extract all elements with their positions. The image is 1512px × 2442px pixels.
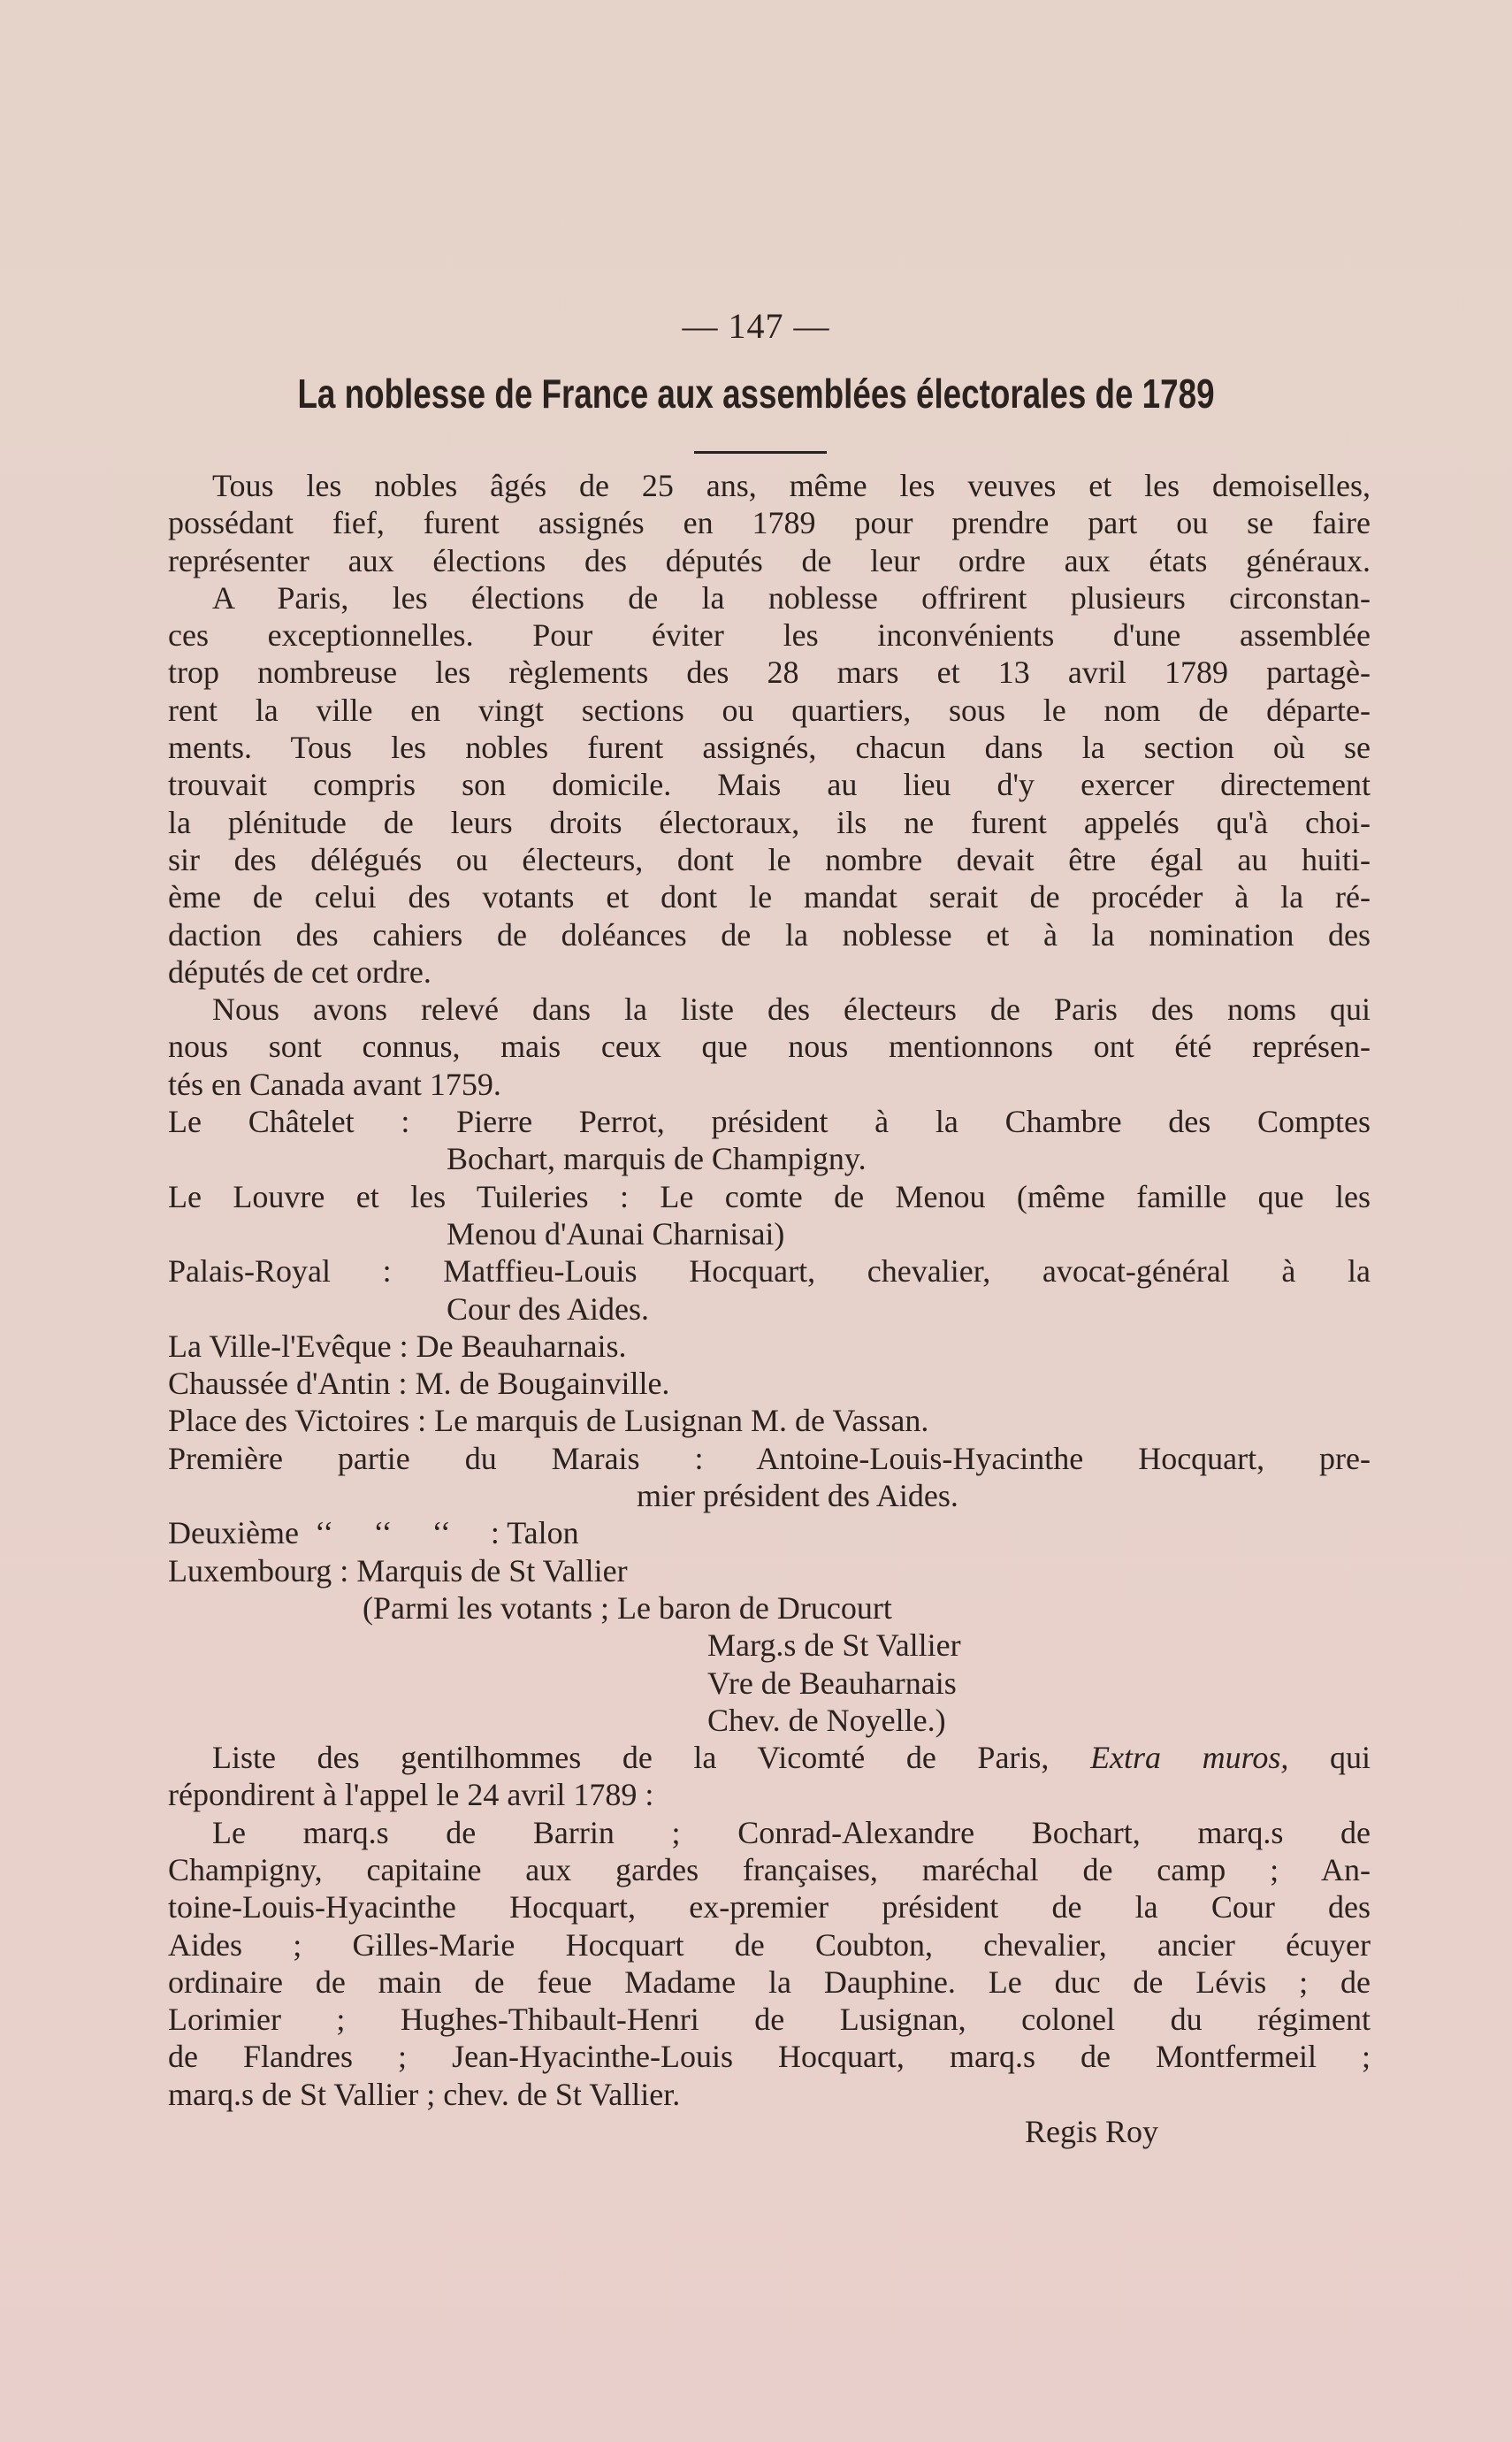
paragraph-4 <box>168 1739 1371 1814</box>
votants-line: Marg.s de St Vallier <box>707 1627 961 1664</box>
votants-line: Vre de Beauharnais <box>707 1665 957 1701</box>
entry-marais: Première partie du Marais : Antoine-Louis-Hyacinthe Hocquart, pre- <box>168 1440 1371 1476</box>
entry-ville-leveque: La Ville-l'Evêque : De Beauharnais. <box>168 1328 627 1364</box>
text-line: ème de celui des votants et dont le mandat serait de procéder à la ré- <box>168 879 1371 915</box>
author-signature: Regis Roy <box>1024 2114 1158 2150</box>
entry-deuxieme: Deuxième ‘‘ ‘‘ ‘‘ : Talon <box>168 1515 579 1551</box>
text-line: tés en Canada avant 1759. <box>168 1066 501 1102</box>
entry-chaussee-dantin: Chaussée d'Antin : M. de Bougainville. <box>168 1366 670 1402</box>
paragraph-2 <box>168 579 1371 991</box>
text-line: ordinaire de main de feue Madame la Dauphine. Le duc de Lévis ; de <box>168 1964 1371 2000</box>
text-line: Champigny, capitaine aux gardes françaises, maréchal de camp ; An- <box>168 1851 1371 1887</box>
entry-louvre-cont: Menou d'Aunai Charnisai) <box>447 1215 785 1252</box>
entry-chatelet-cont: Bochart, marquis de Champigny. <box>447 1141 867 1177</box>
text-line: Nous avons relevé dans la liste des électeurs de Paris des noms qui <box>212 991 1371 1028</box>
text-line: rent la ville en vingt sections ou quartiers, sous le nom de départe- <box>168 692 1371 728</box>
text-line: députés de cet ordre. <box>168 953 431 990</box>
page-number: — 147 — <box>682 306 830 346</box>
italic-segment: Extra muros, <box>1090 1740 1289 1776</box>
entry-palais-royal-cont: Cour des Aides. <box>447 1290 649 1327</box>
text-line: répondirent à l'appel le 24 avril 1789 : <box>168 1777 654 1813</box>
text-line: trouvait compris son domicile. Mais au lieu d'y exercer directement <box>168 767 1371 803</box>
text-line: Lorimier ; Hughes-Thibault-Henri de Lusignan, colonel du régiment <box>168 2002 1371 2038</box>
entry-louvre: Le Louvre et les Tuileries : Le comte de Menou (même famille que les <box>168 1178 1371 1214</box>
text-line: Tous les nobles âgés de 25 ans, même les veuves et les demoiselles, <box>212 468 1371 503</box>
text-line: trop nombreuse les règlements des 28 mars et 13 avril 1789 partagè- <box>168 655 1371 691</box>
entry-palais-royal: Palais-Royal : Matffieu-Louis Hocquart, chevalier, avocat-général à la <box>168 1253 1371 1290</box>
paragraph-3 <box>168 991 1371 1103</box>
text-segment: Liste des gentilhommes de la Vicomté de Paris, <box>212 1740 1050 1776</box>
title-rule <box>694 451 827 454</box>
text-line: A Paris, les élections de la noblesse offrirent plusieurs circonstan- <box>212 579 1371 616</box>
text-line <box>168 1739 1371 1776</box>
text-line: Le marq.s de Barrin ; Conrad-Alexandre Bochart, marq.s de <box>212 1814 1371 1850</box>
paragraph-1 <box>168 467 1371 579</box>
paragraph-5 <box>168 1814 1371 2113</box>
text-line: nous sont connus, mais ceux que nous mentionnons ont été représen- <box>168 1029 1371 1065</box>
entry-marais-cont: mier président des Aides. <box>637 1478 958 1514</box>
text-line: de Flandres ; Jean-Hyacinthe-Louis Hocquart, marq.s de Montfermeil ; <box>168 2039 1371 2075</box>
votants-line: (Parmi les votants ; Le baron de Drucourt <box>363 1589 892 1626</box>
text-line: représenter aux élections des députés de leur ordre aux états généraux. <box>168 542 1371 578</box>
text-line: sir des délégués ou électeurs, dont le nombre devait être égal au huiti- <box>168 841 1371 877</box>
entry-luxembourg: Luxembourg : Marquis de St Vallier <box>168 1552 628 1588</box>
article-title: La noblesse de France aux assemblées électorales de 1789 <box>297 371 1215 417</box>
text-line: ments. Tous les nobles furent assignés, chacun dans la section où se <box>168 730 1371 766</box>
elector-list <box>168 1103 1371 1739</box>
entry-chatelet: Le Châtelet : Pierre Perrot, président à la Chambre des Comptes <box>168 1104 1371 1140</box>
votants-line: Chev. de Noyelle.) <box>707 1702 946 1738</box>
text-line: la plénitude de leurs droits électoraux, ils ne furent appelés qu'à choi- <box>168 804 1371 840</box>
text-segment: qui <box>1330 1740 1371 1776</box>
text-line: daction des cahiers de doléances de la noblesse et à la nomination des <box>168 916 1371 953</box>
text-line: Aides ; Gilles-Marie Hocquart de Coubton, chevalier, ancier écuyer <box>168 1926 1371 1963</box>
text-line: marq.s de St Vallier ; chev. de St Vallier. <box>168 2076 681 2112</box>
text-line: toine-Louis-Hyacinthe Hocquart, ex-premier président de la Cour des <box>168 1889 1371 1925</box>
entry-place-des-victoires: Place des Victoires : Le marquis de Lusignan M. de Vassan. <box>168 1403 929 1439</box>
article-body <box>168 467 1371 2150</box>
text-line: ces exceptionnelles. Pour éviter les inconvénients d'une assemblée <box>168 617 1371 654</box>
text-line: possédant fief, furent assignés en 1789 pour prendre part ou se faire <box>168 505 1371 541</box>
